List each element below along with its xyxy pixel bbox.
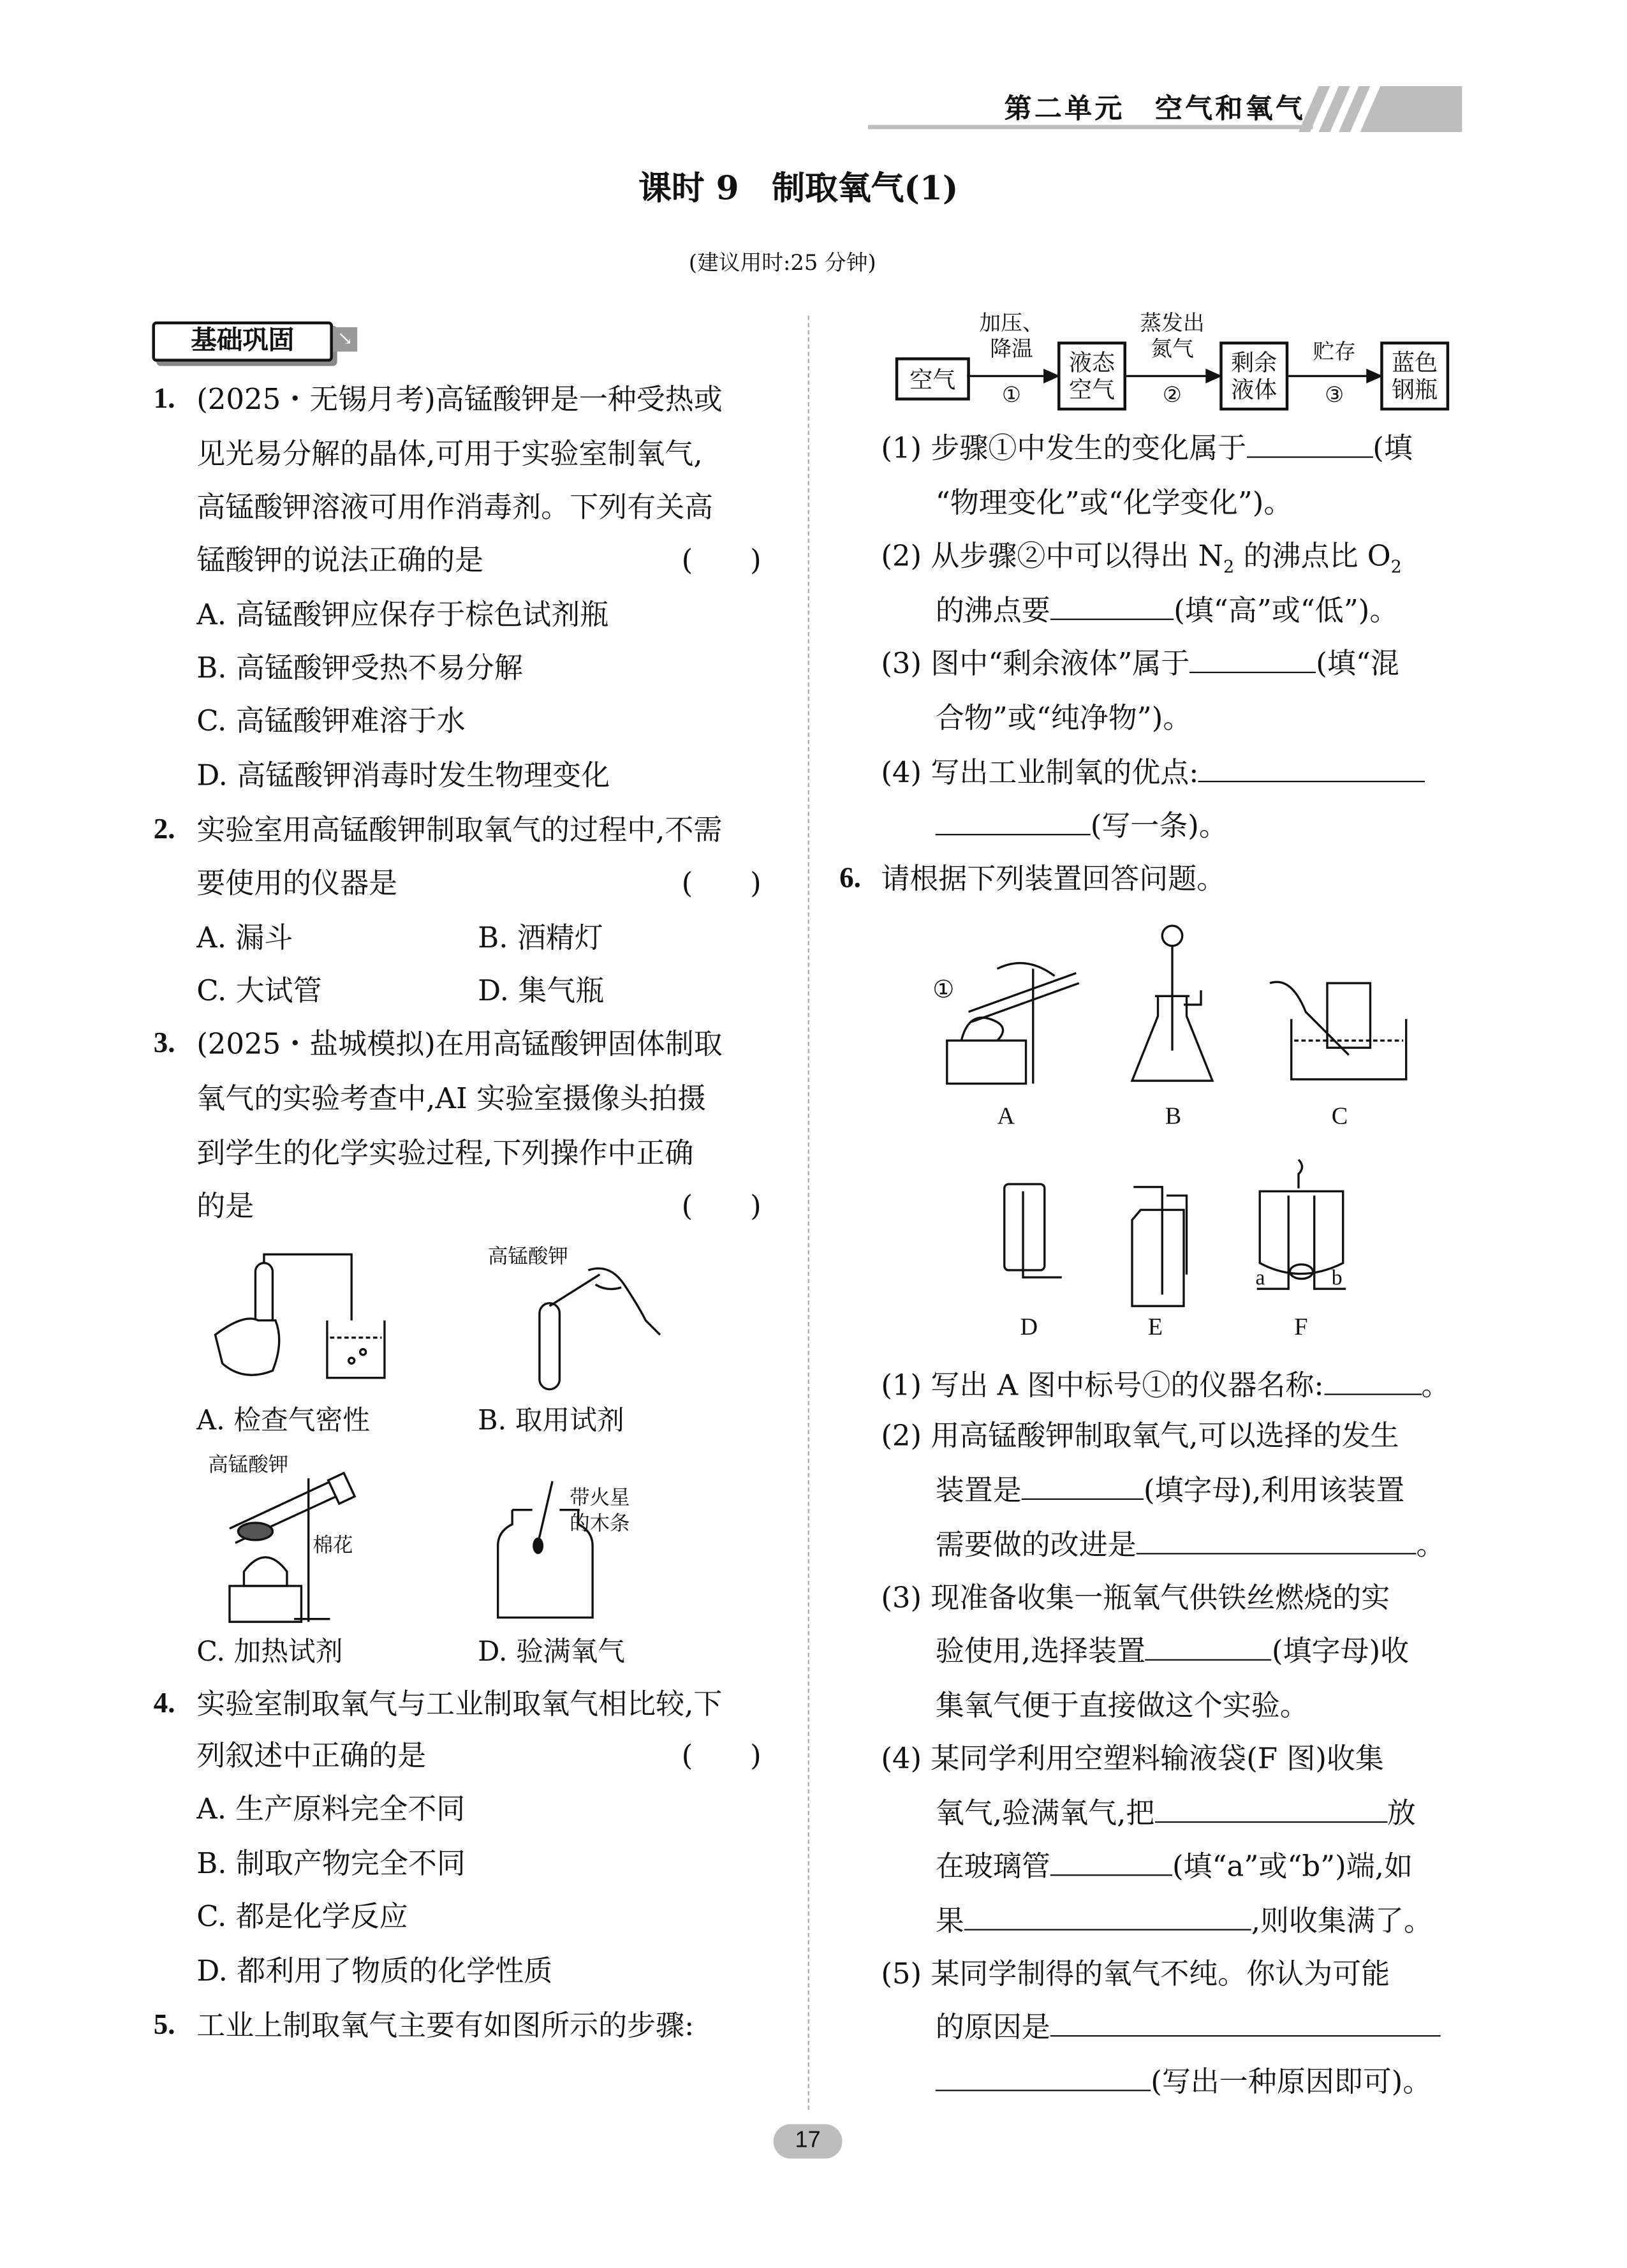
q1-option-c: C. 高锰酸钾难溶于水 — [196, 703, 466, 738]
heating-reagent-figure — [215, 1471, 372, 1622]
step2-label — [1137, 310, 1208, 362]
page-number: 17 — [795, 2128, 821, 2153]
q1-line: 见光易分解的晶体,可用于实验室制氧气, — [196, 436, 703, 471]
fig-c-label: 高锰酸钾 — [208, 1455, 289, 1477]
q5-sub2 — [881, 538, 1402, 584]
step-text: 蒸发出 — [1140, 309, 1205, 336]
fig-label-b: B — [1165, 1102, 1182, 1130]
q1-option-a: A. 高锰酸钾应保存于棕色试剂瓶 — [196, 597, 609, 632]
answer-blank[interactable] — [964, 1903, 1251, 1931]
q5-sub4-cont — [936, 808, 1228, 843]
q3-line: (2025・盐城模拟)在用高锰酸钾固体制取 — [196, 1026, 723, 1061]
step1-label — [976, 310, 1047, 362]
q3-option-c: C. 加热试剂 — [196, 1636, 343, 1668]
answer-blank[interactable] — [1145, 1633, 1272, 1661]
q1-line: (2025・无锡月考)高锰酸钾是一种受热或 — [196, 382, 723, 417]
step-text: 贮存 — [1313, 338, 1356, 365]
text: (填“高”或“低”)。 — [1174, 593, 1399, 628]
text: (填 — [1373, 430, 1413, 465]
q4-option-b: B. 制取产物完全不同 — [196, 1846, 466, 1881]
q5-sub1 — [881, 431, 1413, 465]
step3-mark: ③ — [1325, 382, 1344, 408]
answer-blank[interactable] — [936, 808, 1091, 836]
flow-box-text: 蓝色钢瓶 — [1392, 348, 1438, 404]
q5-sub4 — [881, 755, 1425, 789]
text: (4) 写出工业制氧的优点: — [881, 755, 1199, 790]
q6-sub3-cont — [936, 1633, 1409, 1668]
text: 。 — [1416, 1527, 1445, 1562]
q2-option-a: A. 漏斗 — [196, 920, 293, 955]
q6-number: 6. — [839, 863, 861, 894]
text: (写出一种原因即可)。 — [1151, 2064, 1432, 2099]
tube-b-label: b — [1331, 1267, 1343, 1291]
fig-label-e: E — [1147, 1313, 1163, 1341]
apparatus-a-figure — [940, 961, 1084, 1090]
q3-answer-bracket[interactable]: ( ) — [681, 1188, 762, 1223]
oxygen-full-check-figure — [495, 1478, 610, 1622]
q2-option-b: B. 酒精灯 — [478, 920, 603, 955]
q3-option-b: B. 取用试剂 — [478, 1405, 624, 1437]
text: 验使用,选择装置 — [935, 1633, 1146, 1668]
q5-sub3-cont: 合物”或“纯净物”)。 — [935, 700, 1192, 735]
text: 。 — [1421, 1367, 1450, 1402]
fig-c-label-cotton: 棉花 — [313, 1536, 353, 1557]
q5-line: 工业上制取氧气主要有如图所示的步骤: — [196, 2008, 695, 2043]
step2-mark: ② — [1162, 382, 1182, 408]
fig-label-c: C — [1331, 1102, 1348, 1130]
step-text: 氮气 — [1151, 336, 1194, 362]
apparatus-c-figure — [1263, 976, 1413, 1084]
q5-sub1-cont: “物理变化”或“化学变化”)。 — [935, 485, 1293, 520]
answer-blank[interactable] — [1050, 593, 1174, 620]
unit-title: 第二单元 空气和氧气 — [1004, 93, 1306, 125]
flow-box-text: 液态空气 — [1068, 348, 1115, 404]
q3-option-a: A. 检查气密性 — [196, 1405, 371, 1437]
fig-label-d: D — [1020, 1313, 1038, 1341]
tube-a-label: a — [1255, 1267, 1265, 1291]
apparatus-b-figure — [1126, 921, 1226, 1086]
step-text: 加压、 — [979, 309, 1044, 336]
q2-option-d: D. 集气瓶 — [478, 973, 605, 1008]
text: 氧气,验满氧气,把 — [935, 1795, 1155, 1830]
q3-number: 3. — [153, 1027, 175, 1060]
text: (填“混 — [1316, 646, 1399, 681]
text: (3) 图中“剩余液体”属于 — [881, 646, 1190, 681]
q2-answer-bracket[interactable]: ( ) — [681, 865, 762, 900]
answer-blank[interactable] — [1324, 1368, 1422, 1395]
page-number-badge — [774, 2124, 843, 2159]
step-text: 降温 — [990, 336, 1033, 362]
section-arrow-icon: ↘ — [333, 327, 357, 352]
text: (写一条)。 — [1090, 808, 1228, 843]
q4-option-a: A. 生产原料完全不同 — [196, 1791, 466, 1826]
q2-line: 实验室用高锰酸钾制取氧气的过程中,不需 — [196, 812, 723, 847]
q5-sub3 — [881, 646, 1399, 680]
q6-sub5-cont — [936, 2010, 1441, 2044]
apparatus-d-figure — [998, 1184, 1069, 1284]
q5-number: 5. — [153, 2009, 175, 2042]
q6-sub4-cont2 — [936, 1849, 1413, 1883]
q6-sub4: (4) 某同学利用空塑料输液袋(F 图)收集 — [881, 1740, 1384, 1775]
text: (1) 步骤①中发生的变化属于 — [881, 430, 1247, 465]
text: 的沸点要 — [935, 593, 1050, 628]
subscript: 2 — [1390, 556, 1402, 577]
answer-blank[interactable] — [1050, 2010, 1441, 2037]
q4-option-c: C. 都是化学反应 — [196, 1899, 408, 1934]
text: 果 — [935, 1903, 964, 1938]
subscript: 2 — [1223, 556, 1235, 577]
q6-sub3-cont2: 集氧气便于直接做这个实验。 — [935, 1687, 1309, 1723]
text: (2) 从步骤②中可以得出 N — [881, 538, 1223, 573]
q6-line: 请根据下列装置回答问题。 — [881, 861, 1226, 896]
flow-arrows — [0, 0, 1627, 431]
text: (填字母)收 — [1272, 1633, 1410, 1668]
q5-sub2-cont — [936, 593, 1399, 627]
flow-box-text: 空气 — [909, 365, 956, 393]
q2-number: 2. — [153, 813, 175, 846]
step1-mark: ① — [1001, 382, 1022, 408]
q4-line: 实验室制取氧气与工业制取氧气相比较,下 — [196, 1686, 723, 1721]
q1-number: 1. — [153, 383, 175, 415]
q6-sub3: (3) 现准备收集一瓶氧气供铁丝燃烧的实 — [881, 1580, 1390, 1615]
text: (1) 写出 A 图中标号①的仪器名称: — [881, 1367, 1324, 1402]
fig-d-label: 带火星 — [570, 1488, 630, 1510]
take-reagent-figure — [531, 1263, 659, 1392]
text: (填字母),利用该装置 — [1144, 1472, 1405, 1508]
text: 需要做的改进是 — [935, 1527, 1137, 1562]
q6-sub5-cont2 — [936, 2064, 1432, 2098]
q6-sub4-cont — [936, 1795, 1416, 1830]
page-title: 课时 9 制取氧气(1) — [638, 169, 959, 209]
text: 放 — [1387, 1795, 1416, 1830]
fig-label-f: F — [1294, 1313, 1308, 1341]
flow-box-text: 剩余 — [1231, 348, 1277, 376]
q1-answer-bracket[interactable]: ( ) — [681, 542, 762, 577]
text: 的原因是 — [935, 2009, 1050, 2044]
q6-sub2: (2) 用高锰酸钾制取氧气,可以选择的发生 — [881, 1418, 1399, 1453]
fig-label-a: A — [997, 1102, 1015, 1130]
column-divider — [808, 316, 809, 2110]
q1-line: 锰酸钾的说法正确的是 — [196, 542, 484, 577]
q6-sub1 — [881, 1368, 1450, 1402]
answer-blank[interactable] — [1198, 755, 1425, 782]
fig-b-label: 高锰酸钾 — [487, 1247, 568, 1269]
q3-line: 氧气的实验考查中,AI 实验室摄像头拍摄 — [196, 1081, 706, 1116]
q4-number: 4. — [153, 1687, 175, 1720]
q1-option-b: B. 高锰酸钾受热不易分解 — [196, 650, 523, 685]
fig-d-label-2: 的木条 — [570, 1514, 630, 1536]
q4-line: 列叙述中正确的是 — [196, 1738, 427, 1773]
mark-1: ① — [932, 975, 955, 1004]
text: 在玻璃管 — [935, 1848, 1050, 1883]
q6-sub4-cont3 — [936, 1903, 1432, 1938]
airtightness-check-figure — [208, 1249, 394, 1392]
answer-blank[interactable] — [1137, 1527, 1417, 1555]
q2-line: 要使用的仪器是 — [196, 865, 398, 900]
q4-option-d: D. 都利用了物质的化学性质 — [196, 1953, 553, 1988]
answer-blank[interactable] — [1189, 646, 1316, 673]
q1-line: 高锰酸钾溶液可用作消毒剂。下列有关高 — [196, 489, 714, 524]
answer-blank[interactable] — [1022, 1472, 1144, 1500]
text: 装置是 — [935, 1472, 1022, 1508]
apparatus-e-figure — [1126, 1184, 1198, 1306]
q6-sub2-cont — [936, 1472, 1405, 1507]
text: (填“a”或“b”)端,如 — [1172, 1848, 1413, 1883]
text: ,则收集满了。 — [1251, 1903, 1433, 1938]
q2-option-c: C. 大试管 — [196, 973, 322, 1008]
suggested-time: (建议用时:25 分钟) — [688, 249, 876, 276]
q3-line: 的是 — [196, 1188, 254, 1223]
answer-blank[interactable] — [1246, 431, 1373, 458]
q3-option-d: D. 验满氧气 — [478, 1636, 626, 1668]
q4-answer-bracket[interactable]: ( ) — [681, 1738, 762, 1773]
answer-blank[interactable] — [936, 2064, 1151, 2091]
text: 的沸点比 O — [1234, 538, 1391, 573]
step3-label — [1299, 339, 1370, 364]
q6-sub5: (5) 某同学制得的氧气不纯。你认为可能 — [881, 1956, 1390, 1991]
answer-blank[interactable] — [1154, 1795, 1387, 1823]
q6-sub2-cont2 — [936, 1527, 1445, 1562]
answer-blank[interactable] — [1050, 1849, 1172, 1876]
section-label: 基础巩固 — [191, 325, 295, 356]
q1-option-d: D. 高锰酸钾消毒时发生物理变化 — [196, 757, 610, 792]
q3-line: 到学生的化学实验过程,下列操作中正确 — [196, 1135, 694, 1170]
flow-box-text: 液体 — [1231, 376, 1277, 404]
